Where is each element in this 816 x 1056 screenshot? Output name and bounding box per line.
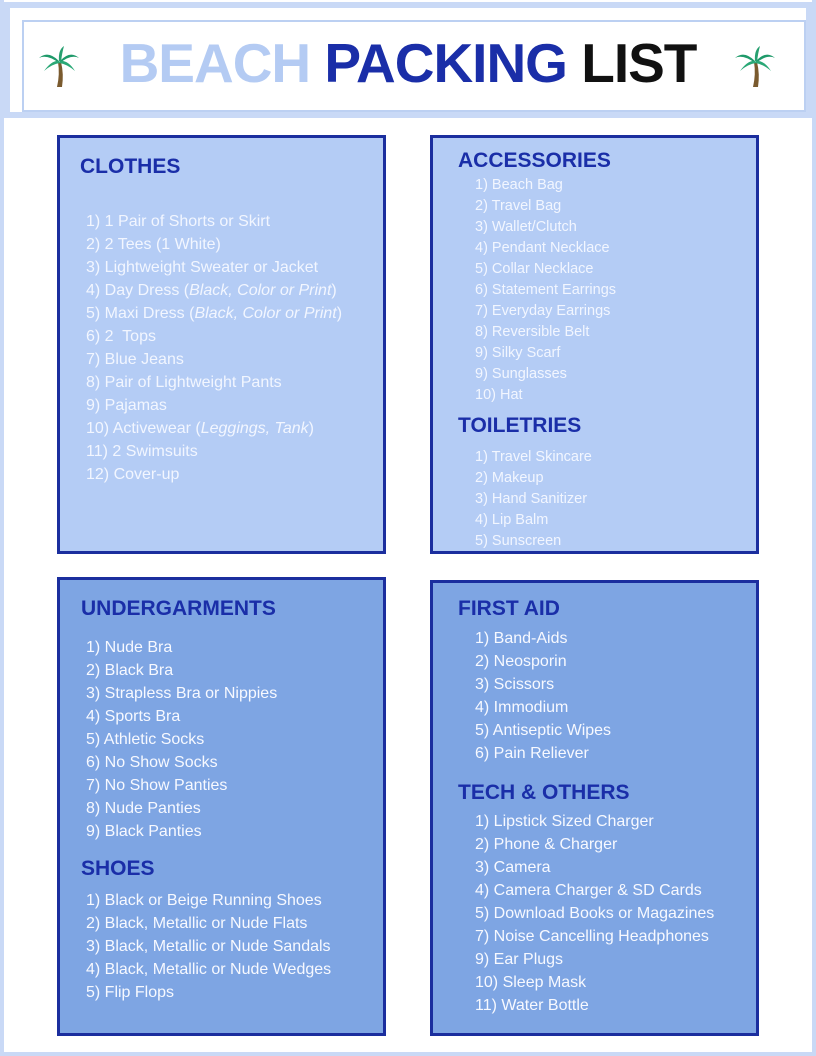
list-item: 8) Pair of Lightweight Pants (86, 374, 282, 391)
list-item: 4) Sports Bra (86, 708, 181, 725)
list-item: 10) Activewear (Leggings, Tank) (86, 420, 314, 437)
toiletries-list (475, 447, 592, 552)
list-item: 2) Neosporin (475, 653, 567, 670)
tech-heading: TECH & OTHERS (458, 781, 630, 804)
list-item: 9) Ear Plugs (475, 951, 564, 968)
toiletries-heading: TOILETRIES (458, 414, 582, 437)
list-item: 6) Pain Reliever (475, 745, 589, 762)
list-item: 3) Scissors (475, 676, 555, 693)
list-item: 5) Athletic Socks (86, 731, 205, 748)
list-item: 4) Lip Balm (475, 512, 549, 528)
accessories-heading: ACCESSORIES (458, 149, 611, 172)
clothes-panel (57, 135, 386, 554)
title-word-packing: PACKING (324, 32, 567, 94)
title-word-beach: BEACH (119, 32, 311, 94)
list-item: 2) Black Bra (86, 662, 174, 679)
list-item: 5) Collar Necklace (475, 261, 594, 277)
list-item: 3) Strapless Bra or Nippies (86, 685, 278, 702)
list-item: 5) Maxi Dress (Black, Color or Print) (86, 305, 343, 322)
list-item: 5) Antiseptic Wipes (475, 722, 612, 739)
first-aid-heading: FIRST AID (458, 597, 560, 620)
list-item: 1) Black or Beige Running Shoes (86, 892, 322, 909)
page-title (0, 30, 816, 96)
list-item: 4) Immodium (475, 699, 569, 716)
undergarments-panel (57, 577, 386, 1036)
list-item: 7) Blue Jeans (86, 351, 184, 368)
list-item: 11) 2 Swimsuits (86, 443, 198, 460)
title-word-list: LIST (581, 32, 697, 94)
list-item: 5) Flip Flops (86, 984, 175, 1001)
shoes-heading: SHOES (81, 857, 155, 880)
list-item: 3) Camera (475, 859, 551, 876)
list-item: 2) Travel Bag (475, 198, 562, 214)
list-item: 6) No Show Socks (86, 754, 218, 771)
accessories-panel (430, 135, 759, 554)
list-item: 1) Nude Bra (86, 639, 173, 656)
clothes-list (86, 210, 342, 486)
list-item: 1) Band-Aids (475, 630, 568, 647)
undergarments-list (86, 636, 277, 843)
list-item: 10) Hat (475, 387, 523, 403)
tech-list (475, 810, 714, 1017)
list-item: 2) Makeup (475, 470, 544, 486)
list-item: 12) Cover-up (86, 466, 180, 483)
list-item: 3) Black, Metallic or Nude Sandals (86, 938, 331, 955)
first-aid-list (475, 627, 611, 765)
list-item: 3) Wallet/Clutch (475, 219, 577, 235)
accessories-list (475, 175, 616, 406)
undergarments-heading: UNDERGARMENTS (81, 597, 276, 620)
list-item: 9) Silky Scarf (475, 345, 561, 361)
list-item: 3) Lightweight Sweater or Jacket (86, 259, 319, 276)
list-item: 2) Black, Metallic or Nude Flats (86, 915, 308, 932)
list-item: 6) Statement Earrings (475, 282, 617, 298)
list-item: 9) Pajamas (86, 397, 167, 414)
list-item: 2) 2 Tees (1 White) (86, 236, 221, 253)
list-item: 8) Nude Panties (86, 800, 201, 817)
list-item: 6) 2 Tops (86, 328, 156, 345)
list-item: 4) Camera Charger & SD Cards (475, 882, 702, 899)
first-aid-panel (430, 580, 759, 1036)
list-item: 2) Phone & Charger (475, 836, 618, 853)
list-item: 3) Hand Sanitizer (475, 491, 588, 507)
list-item: 10) Sleep Mask (475, 974, 587, 991)
list-item: 1) Lipstick Sized Charger (475, 813, 654, 830)
list-item: 5) Download Books or Magazines (475, 905, 715, 922)
list-item: 5) Sunscreen (475, 533, 562, 549)
list-item: 9) Black Panties (86, 823, 202, 840)
list-item: 8) Reversible Belt (475, 324, 590, 340)
list-item: 11) Water Bottle (475, 997, 589, 1014)
shoes-list (86, 889, 331, 1004)
list-item: 7) Noise Cancelling Headphones (475, 928, 709, 945)
list-item: 4) Day Dress (Black, Color or Print) (86, 282, 337, 299)
list-item: 4) Black, Metallic or Nude Wedges (86, 961, 332, 978)
list-item: 7) No Show Panties (86, 777, 228, 794)
list-item: 1) Travel Skincare (475, 449, 592, 465)
list-item: 9) Sunglasses (475, 366, 567, 382)
list-item: 1) 1 Pair of Shorts or Skirt (86, 213, 271, 230)
list-item: 4) Pendant Necklace (475, 240, 610, 256)
list-item: 7) Everyday Earrings (475, 303, 611, 319)
list-item: 1) Beach Bag (475, 177, 563, 193)
clothes-heading: CLOTHES (80, 155, 181, 178)
